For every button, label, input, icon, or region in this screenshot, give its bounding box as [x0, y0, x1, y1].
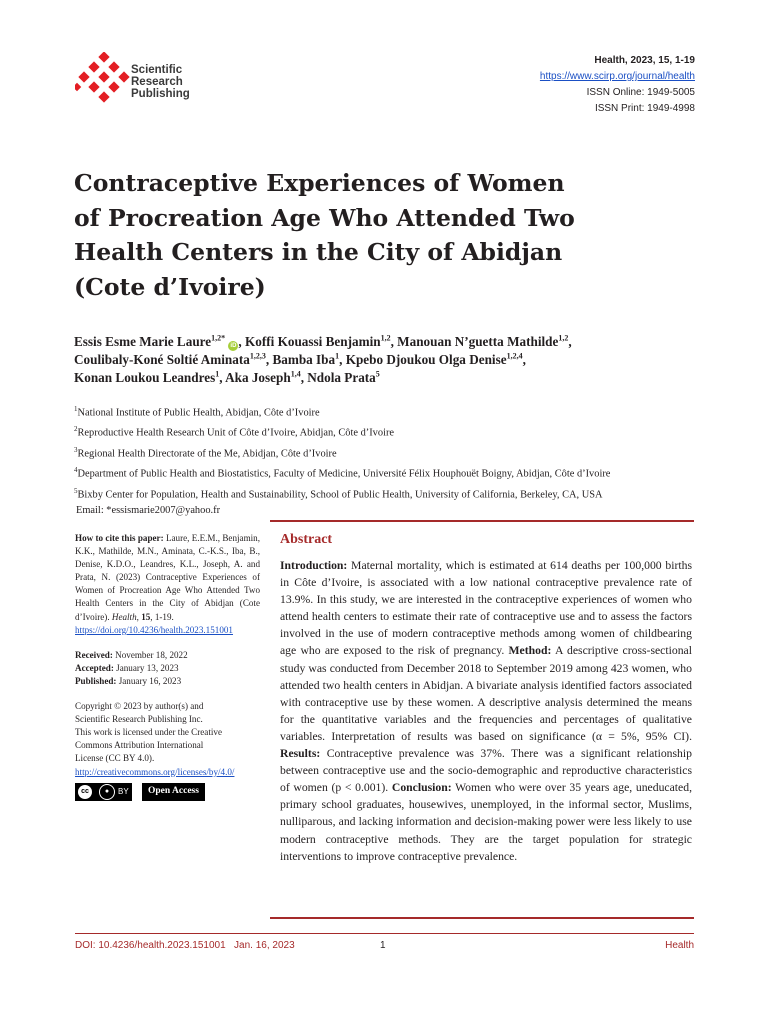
intro-label: Introduction: [280, 559, 348, 572]
affiliation-item: $^1$National Institute of Public Health, Abidjan, Côte d’Ivoire [74, 405, 320, 419]
abstract-bottom-rule [270, 917, 694, 919]
page-number: 1 [380, 940, 386, 951]
footer-doi [75, 940, 295, 951]
conclusion-text: Women who were over 35 years age, uneducated, primary school graduates, housewives, unemployed, in the informal sector, Muslims, nulliparous, and lacking information and decision-making power were less likely to use modern contraceptive methods. They are the target population for strategic interventions to improve contraceptive prevalence. [280, 781, 692, 863]
logo-diamond-icon [75, 52, 130, 103]
affiliation-item: $^5$Bixby Center for Population, Health and Sustainability, School of Public Health, University of California, Berkeley, CA, USA [74, 486, 603, 501]
results-label: Results: [280, 747, 321, 761]
abstract-body [280, 557, 692, 865]
copyright-line: This work is licensed under the Creative [75, 727, 222, 738]
copyright-line: Copyright © 2023 by author(s) and [75, 701, 204, 712]
orcid-icon[interactable]: iD [230, 343, 237, 349]
copyright-line: License (CC BY 4.0). [75, 753, 155, 764]
method-label: Method: [508, 644, 552, 658]
doi-link[interactable]: https://doi.org/10.4236/health.2023.151001 [75, 624, 233, 635]
affiliation-item: $^2$Reproductive Health Research Unit of Côte d’Ivoire, Abidjan, Côte d’Ivoire [74, 425, 395, 439]
author-list [74, 333, 694, 386]
journal-citation: Health, 2023, 15, 1-19 [594, 55, 695, 66]
footer-date: Jan. 16, 2023 [234, 940, 295, 951]
cite-journal: Health [111, 611, 137, 622]
copyright-line: Scientific Research Publishing Inc. [75, 714, 203, 725]
copyright-line: Commons Attribution International [75, 740, 204, 751]
title-line: (Cote d’Ivoire) [74, 272, 266, 301]
title-line: Health Centers in the City of Abidjan [74, 238, 563, 266]
paper-title [74, 166, 634, 304]
affiliation-item: $^4$Department of Public Health and Biostatistics, Faculty of Medicine, Université Félix Houphouët Boigny, Abidjan, Côte d’Ivoire [74, 466, 611, 480]
title-line: Contraceptive Experiences of Women [74, 169, 565, 197]
corresponding-email[interactable]: Email: *essismarie2007@yahoo.fr [76, 505, 221, 517]
affiliation-item: $^3$Regional Health Directorate of the Me, Abidjan, Côte d’Ivoire [74, 445, 337, 460]
issn-print: ISSN Print: 1949-4998 [594, 103, 695, 114]
footer-doi-text: DOI: 10.4236/health.2023.151001 [75, 940, 226, 951]
by-label: BY [118, 787, 129, 797]
author-line: Konan Loukou Leandres$^1$, Aka Joseph$^{1,4}$, Ndola Prata$^5$ [74, 369, 380, 385]
issn-online: ISSN Online: 1949-5005 [586, 87, 695, 98]
article-sidebar [75, 532, 260, 801]
publisher-line: Research [131, 76, 183, 88]
journal-info [540, 53, 695, 117]
open-access-badge[interactable]: Open Access [142, 783, 205, 801]
journal-link[interactable]: https://www.scirp.org/journal/health [539, 71, 695, 82]
intro-text: Maternal mortality, which is estimated at 614 deaths per 100,000 births in Côte d’Ivoire, is associated with a low national contraceptive prevalence rate of 13.9%. In this study, we are interested in the contraceptive experiences of women who attend health centers to estimate their rate of contraceptive use and to assess the factors involved in the use of modern contraceptive methods among women of childbearing age who are exposed to the risk of pregnancy. [280, 559, 692, 658]
results-text: Contraceptive prevalence was 37%. There was a significant relationship between contraceptive use and the socio-demographic and reproductive characteristics of women (p < 0.001). [280, 747, 692, 795]
affiliations [74, 401, 714, 519]
abstract-heading: Abstract [280, 532, 333, 547]
cc-by-badge[interactable] [75, 783, 132, 801]
author-line: Essis Esme Marie Laure$^{1,2*}$ iD , Koffi Kouassi Benjamin$^{1,2}$, Manouan N’guetta Mathilde$^{1,2}$, [74, 333, 572, 349]
footer-journal: Health [665, 940, 694, 951]
cite-volume: 15 [141, 611, 151, 622]
license-link[interactable]: http://creativecommons.org/licenses/by/4.0/ [75, 766, 235, 777]
publisher-line: Publishing [131, 88, 190, 100]
conclusion-label: Conclusion: [391, 781, 452, 795]
accepted-date: January 13, 2023 [116, 662, 179, 673]
accepted-label: Accepted: [75, 662, 114, 673]
published-label: Published: [75, 675, 117, 686]
citation-block: How to cite this paper: Laure, E.E.M., Benjamin, K.K., Mathilde, M.N., Aminata, C.-K.S., Iba, B., Denise, K.D.O., Leandres, K.L., Joseph, A. and Prata, N. (2023) Contraceptive Experiences of Women of Procreation Age Who Attended Two Health Centers in the City of Abidjan (Cote d’Ivoire). Health, 15, 1-19. [75, 533, 260, 622]
published-date: January 16, 2023 [118, 675, 182, 686]
footer-rule [75, 933, 694, 934]
received-date: November 18, 2022 [115, 649, 188, 660]
cite-label: How to cite this paper: [75, 533, 164, 543]
publisher-name [131, 64, 190, 100]
by-icon: ● [99, 784, 115, 800]
author-line: Coulibaly-Koné Soltié Aminata$^{1,2,3}$, Bamba Iba$^1$, Kpebo Djoukou Olga Denise$^{1,2,4}$, [74, 351, 526, 367]
received-label: Received: [75, 649, 113, 660]
cc-icon: cc [78, 785, 92, 799]
cite-pages: , 1-19. [150, 611, 174, 622]
publisher-line: Scientific [131, 64, 183, 76]
abstract-top-rule [270, 520, 694, 522]
license-badges [75, 783, 260, 801]
cite-text: Laure, E.E.M., Benjamin, K.K., Mathilde, M.N., Aminata, C.-K.S., Iba, B., Denise, K.D.O., Leandres, K.L., Joseph, A. and Prata, N. (2023) Contraceptive Experiences of Women of Procreation Age Who Attended Two Health Centers in the City of Abidjan (Cote d’Ivoire). [75, 533, 260, 622]
method-text: A descriptive cross-sectional study was conducted from December 2018 to September 2019 among 423 women, who attended two health centers in Abidjan. A bivariate analysis identified factors associated with contraceptive use by these women. A descriptive analysis determined the means for the quantitative variables and the frequencies and percentages of qualitative variables. Interpretation of results was based on significance (α = 5%, 95% CI). [280, 644, 692, 743]
title-line: of Procreation Age Who Attended Two [74, 203, 575, 232]
